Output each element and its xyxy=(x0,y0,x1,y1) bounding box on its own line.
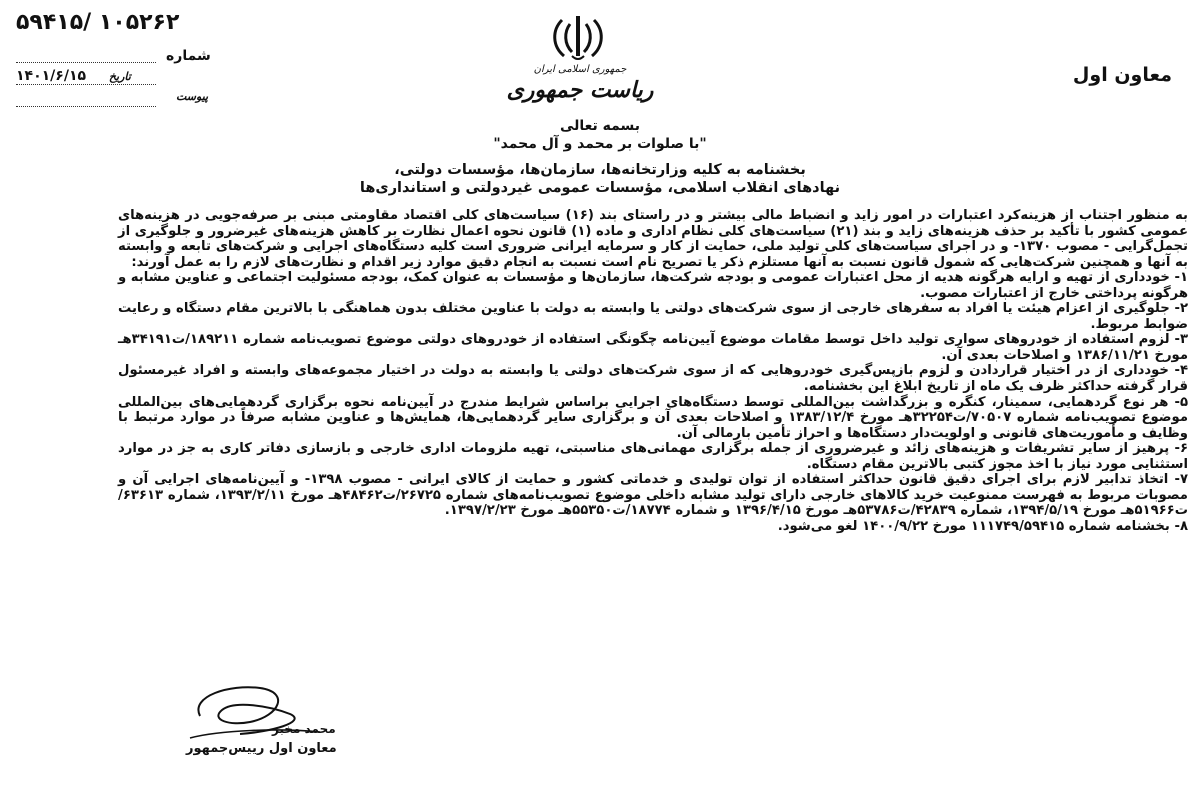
clause-3: ۳- لزوم استفاده از خودروهای سواری تولید داخل توسط مقامات موضوع آیین‌نامه چگونگی استفاده از خودروهای دولتی موضوع تصویب‌نامه شماره ۱۸۹۲۱۱/ت۳۴۱۹۱هـ مورخ ۱۳۸۶/۱۱/۲۱ و اصلاحات بعدی آن. xyxy=(118,332,1188,363)
attach-dotline xyxy=(16,106,156,107)
intro-paragraph: به منظور اجتناب از هزینه‌کرد اعتبارات در امور زاید و انضباط مالی بیشتر و در راستای بند (۱۶) سیاست‌های کلی اقتصاد مقاومتی مبنی بر صرفه‌جویی در هزینه‌های عمومی کشور با تأکید بر حذف هزینه‌های زاید و بند (۲۱) سیاست‌های کلی نظام اداری و ماده (۱) قانون نحوه اعمال نظارت بر کاهش هزینه‌های غیرضرور و جلوگیری از تجمل‌گرایی - مصوب ۱۳۷۰- و در اجرای سیاست‌های کلی تولید ملی، حمایت از کار و سرمایه ایرانی ضروری است کلیه دستگاه‌های اجرایی و شرکت‌های تابعه و وابسته به آنها و همچنین شرکت‌هایی که شمول قانون نسبت به آنها مستلزم ذکر یا تصریح نام است نسبت به انجام دقیق موارد زیر اقدام و نظارت‌های لازم را به عمل آورند: xyxy=(118,208,1188,270)
clause-1: ۱- خودداری از تهیه و ارایه هرگونه هدیه از محل اعتبارات عمومی و بودجه شرکت‌ها، سازمان‌ها و مؤسسات به عنوان کمک، بودجه مسئولیت اجتماعی و عناوین مشابه و هرگونه پرداختی خارج از اعتبارات مصوب. xyxy=(118,270,1188,301)
clause-6: ۶- پرهیز از سایر تشریفات و هزینه‌های زائد و غیرضروری از جمله برگزاری مهمانی‌های مناسبتی، تهیه ملزومات اداری خارجی و بازسازی دفاتر کاری به جز در موارد استثنایی مورد نیاز با اخذ مجوز کتبی بالاترین مقام دستگاه. xyxy=(118,441,1188,472)
number-dotline xyxy=(16,62,156,63)
clause-7: ۷- اتخاذ تدابیر لازم برای اجرای دقیق قانون حداکثر استفاده از توان تولیدی و خدماتی کشور و حمایت از کالای ایرانی - مصوب ۱۳۹۸- و آیین‌نامه‌های اجرایی آن و مصوبات مربوط به فهرست ممنوعیت خرید کالاهای خارجی دارای تولید مشابه داخلی موضوع تصویب‌نامه‌های شماره ۲۶۷۲۵/ت۴۸۴۶۲هـ مورخ ۱۳۹۳/۲/۱۱، شماره ۶۳۶۱۳/ت۵۱۹۶۶هـ مورخ ۱۳۹۴/۵/۱۹، شماره ۴۲۸۳۹/ت۵۳۷۸۶هـ مورخ ۱۳۹۶/۴/۱۵ و شماره ۱۸۷۷۴/ت۵۵۳۵۰هـ مورخ ۱۳۹۷/۲/۲۳. xyxy=(118,472,1188,519)
date-value: ۱۴۰۱/۶/۱۵ xyxy=(16,68,87,84)
recipients-line-2: نهادهای انقلاب اسلامی، مؤسسات عمومی غیردولتی و استانداری‌ها xyxy=(359,180,841,196)
emblem-icon xyxy=(548,12,608,62)
clause-4: ۴- خودداری از در اختیار قراردادن و لزوم بازپس‌گیری خودروهایی که از سوی شرکت‌های دولتی یا وابسته به دولت در اختیار مجموعه‌های وابسته و افراد غیرمسئول قرار گرفته حداکثر ظرف یک ماه از تاریخ ابلاغ این بخشنامه. xyxy=(118,363,1188,395)
letter-body xyxy=(118,208,1188,534)
recipients-line-1: بخشنامه به کلیه وزارتخانه‌ها، سازمان‌ها، مؤسسات دولتی، xyxy=(394,162,806,178)
sender-title: معاون اول xyxy=(1072,64,1172,86)
date-dotline xyxy=(16,84,156,85)
clause-5: ۵- هر نوع گردهمایی، سمینار، کنگره و بزرگداشت بین‌المللی توسط دستگاه‌های اجرایی براساس شرایط مندرج در آیین‌نامه نحوه برگزاری گردهمایی‌های بین‌المللی موضوع تصویب‌نامه شماره ۷۰۵۰۷/ت۳۲۲۵۴هـ مورخ ۱۳۸۳/۱۲/۴ و اصلاحات بعدی آن و برگزاری سایر گردهمایی‌ها، همایش‌ها و عناوین مشابه صرفاً در موارد مرتبط با وظایف و مأموریت‌های قانونی و اولویت‌دار دستگاه‌ها و احراز تأمین بارمالی آن. xyxy=(118,394,1188,441)
salawat: "با صلوات بر محمد و آل محمد" xyxy=(493,136,707,152)
clause-8: ۸- بخشنامه شماره ۱۱۱۷۴۹/۵۹۴۱۵ مورخ ۱۴۰۰/۹/۲۲ لغو می‌شود. xyxy=(777,518,1188,534)
letter-number-top: ۵۹۴۱۵/ ۱۰۵۲۶۲ xyxy=(16,10,180,35)
letterhead-title: ریاست جمهوری xyxy=(506,78,654,103)
signatory-title: معاون اول رییس‌جمهور xyxy=(186,741,337,756)
date-row xyxy=(16,68,131,84)
date-label: تاریخ xyxy=(108,70,131,83)
letter-meta xyxy=(16,10,276,110)
letterhead-small: جمهوری اسلامی ایران xyxy=(533,64,627,75)
attach-label: پیوست xyxy=(176,90,209,103)
clause-2: ۲- جلوگیری از اعزام هیئت یا افراد به سفرهای خارجی از سوی شرکت‌های دولتی یا وابسته به دولت با عناوین مختلف بدون هماهنگی با بالاترین مقام دستگاه و رعایت ضوابط مربوط. xyxy=(118,301,1188,332)
bismillah: بسمه تعالی xyxy=(559,118,641,134)
signatory-name: محمد مخبر xyxy=(272,722,336,736)
number-label: شماره xyxy=(166,48,211,64)
